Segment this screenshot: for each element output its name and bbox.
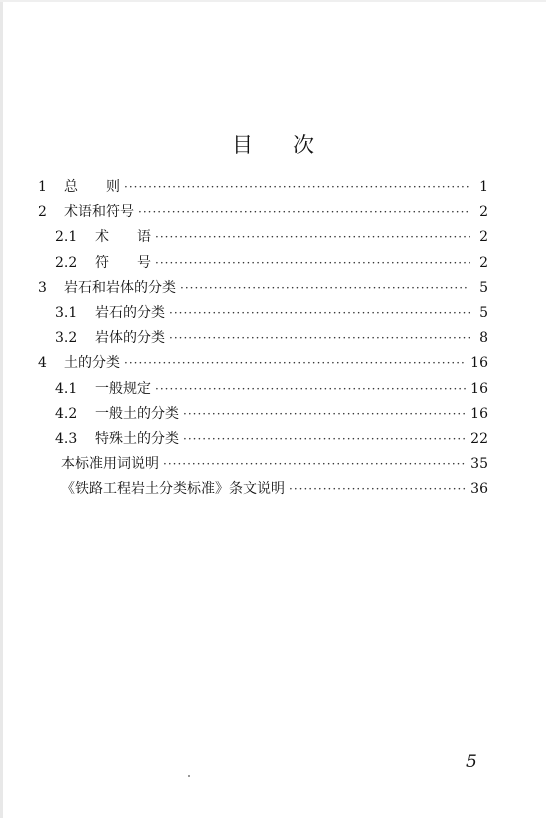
toc-entry-title: 术语和符号	[64, 204, 134, 221]
toc-entry-title: 特殊土的分类	[95, 430, 179, 447]
toc-entry-number: 1	[38, 179, 47, 195]
toc-entry-title: 《铁路工程岩土分类标准》条文说明	[61, 481, 285, 498]
toc-entry-number: 4.3	[55, 430, 78, 447]
toc-entry-page: 2	[479, 254, 488, 271]
toc-entry-wording-explanation[interactable]	[38, 453, 488, 478]
toc-entry-page: 2	[479, 204, 488, 221]
toc-entry-number: 2	[38, 204, 47, 221]
toc-entry-page: 22	[470, 430, 488, 447]
toc-entry-article-explanation[interactable]	[38, 478, 488, 503]
toc-entry-number: 3.1	[55, 304, 78, 321]
toc-entry-number: 3.2	[55, 330, 78, 347]
toc-entry-number: 4.1	[55, 380, 78, 397]
toc-entry-title: 土的分类	[64, 355, 120, 372]
page-edge-shadow	[0, 0, 3, 818]
toc-entry-2-2[interactable]	[38, 252, 488, 277]
page-edge-top	[0, 0, 546, 2]
toc-title-char-1: 目	[232, 133, 253, 157]
toc-entry-page: 16	[470, 380, 488, 397]
dot-leader	[124, 180, 470, 194]
toc-entry-number: 4.2	[55, 405, 78, 422]
dot-leader	[163, 457, 466, 471]
page-number: 5	[466, 752, 477, 772]
toc-entry-title: 符 号	[95, 254, 151, 271]
toc-entry-title: 岩石的分类	[95, 304, 165, 321]
toc-entry-4-2[interactable]	[38, 403, 488, 428]
dot-leader	[183, 407, 466, 421]
toc-entry-3-2[interactable]	[38, 327, 488, 352]
toc-entry-page: 8	[479, 330, 488, 347]
toc-entry-title: 总 则	[64, 179, 120, 195]
toc-entry-3-1[interactable]	[38, 302, 488, 327]
toc-entry-title: 一般土的分类	[95, 405, 179, 422]
toc-entry-1[interactable]	[38, 176, 488, 201]
dot-leader	[124, 356, 466, 370]
toc-entry-page: 1	[479, 179, 488, 195]
toc-entry-number: 3	[38, 279, 47, 296]
toc-entry-page: 2	[479, 229, 488, 246]
dot-leader	[169, 331, 470, 345]
toc-list	[38, 176, 488, 503]
dot-leader	[180, 281, 470, 295]
toc-entry-4[interactable]	[38, 352, 488, 377]
toc-entry-4-3[interactable]	[38, 428, 488, 453]
toc-title	[0, 129, 546, 159]
toc-entry-number: 4	[38, 355, 47, 372]
toc-entry-number: 2.1	[55, 229, 78, 246]
toc-entry-title: 岩石和岩体的分类	[64, 279, 176, 296]
dot-leader	[138, 205, 470, 219]
toc-entry-4-1[interactable]	[38, 378, 488, 403]
toc-entry-page: 5	[479, 304, 488, 321]
toc-entry-title: 岩体的分类	[95, 330, 165, 347]
toc-entry-2-1[interactable]	[38, 226, 488, 251]
toc-entry-page: 36	[470, 481, 488, 498]
toc-entry-3[interactable]	[38, 277, 488, 302]
dot-leader	[155, 256, 470, 270]
toc-entry-title: 一般规定	[95, 380, 151, 397]
toc-entry-page: 16	[470, 405, 488, 422]
toc-entry-page: 5	[479, 279, 488, 296]
dot-leader	[155, 382, 466, 396]
dot-leader	[155, 230, 470, 244]
dot-leader	[183, 432, 466, 446]
toc-entry-title: 术 语	[95, 229, 151, 246]
toc-entry-title: 本标准用词说明	[61, 456, 159, 473]
toc-entry-number: 2.2	[55, 254, 78, 271]
toc-entry-2[interactable]	[38, 201, 488, 226]
dot-leader	[169, 306, 470, 320]
toc-title-char-2: 次	[293, 133, 314, 157]
scan-speck	[188, 775, 190, 777]
dot-leader	[289, 482, 466, 496]
toc-entry-page: 16	[470, 355, 488, 372]
toc-entry-page: 35	[470, 456, 488, 473]
